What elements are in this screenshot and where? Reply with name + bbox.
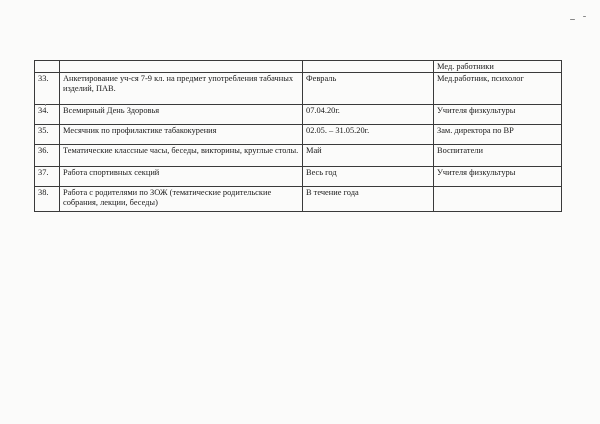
table-row	[35, 187, 562, 212]
date-cell: Весь год	[303, 167, 434, 187]
row-number-cell: 35.	[35, 125, 60, 145]
date-cell: 02.05. – 31.05.20г.	[303, 125, 434, 145]
responsible-cell: Воспитатели	[434, 145, 562, 167]
responsible-cell: Мед.работник, психолог	[434, 73, 562, 105]
row-number-cell: 37.	[35, 167, 60, 187]
activity-cell	[60, 61, 303, 73]
row-number-cell: 38.	[35, 187, 60, 212]
row-number-cell: 33.	[35, 73, 60, 105]
date-cell: Февраль	[303, 73, 434, 105]
activity-cell: Работа спортивных секций	[60, 167, 303, 187]
activity-cell: Всемирный День Здоровья	[60, 105, 303, 125]
table-row	[35, 61, 562, 73]
table-row	[35, 167, 562, 187]
scan-speck	[583, 16, 586, 17]
activity-cell: Анкетирование уч-ся 7-9 кл. на предмет употребления табачных изделий, ПАВ.	[60, 73, 303, 105]
responsible-cell: Зам. директора по ВР	[434, 125, 562, 145]
row-number-cell: 34.	[35, 105, 60, 125]
row-number-cell: 36.	[35, 145, 60, 167]
scan-speck	[570, 19, 575, 20]
activity-cell: Месячник по профилактике табакокурения	[60, 125, 303, 145]
date-cell: В течение года	[303, 187, 434, 212]
responsible-cell	[434, 187, 562, 212]
table-row	[35, 73, 562, 105]
activity-plan-table	[34, 60, 562, 212]
table-row	[35, 125, 562, 145]
table-row	[35, 145, 562, 167]
activity-cell: Тематические классные часы, беседы, викторины, круглые столы.	[60, 145, 303, 167]
date-cell: 07.04.20г.	[303, 105, 434, 125]
table-row	[35, 105, 562, 125]
date-cell: Май	[303, 145, 434, 167]
scan-speck	[45, 104, 46, 106]
activity-cell: Работа с родителями по ЗОЖ (тематические родительские собрания, лекции, беседы)	[60, 187, 303, 212]
date-cell	[303, 61, 434, 73]
row-number-cell	[35, 61, 60, 73]
responsible-cell: Учителя физкультуры	[434, 105, 562, 125]
responsible-cell: Учителя физкультуры	[434, 167, 562, 187]
responsible-cell: Мед. работники	[434, 61, 562, 73]
